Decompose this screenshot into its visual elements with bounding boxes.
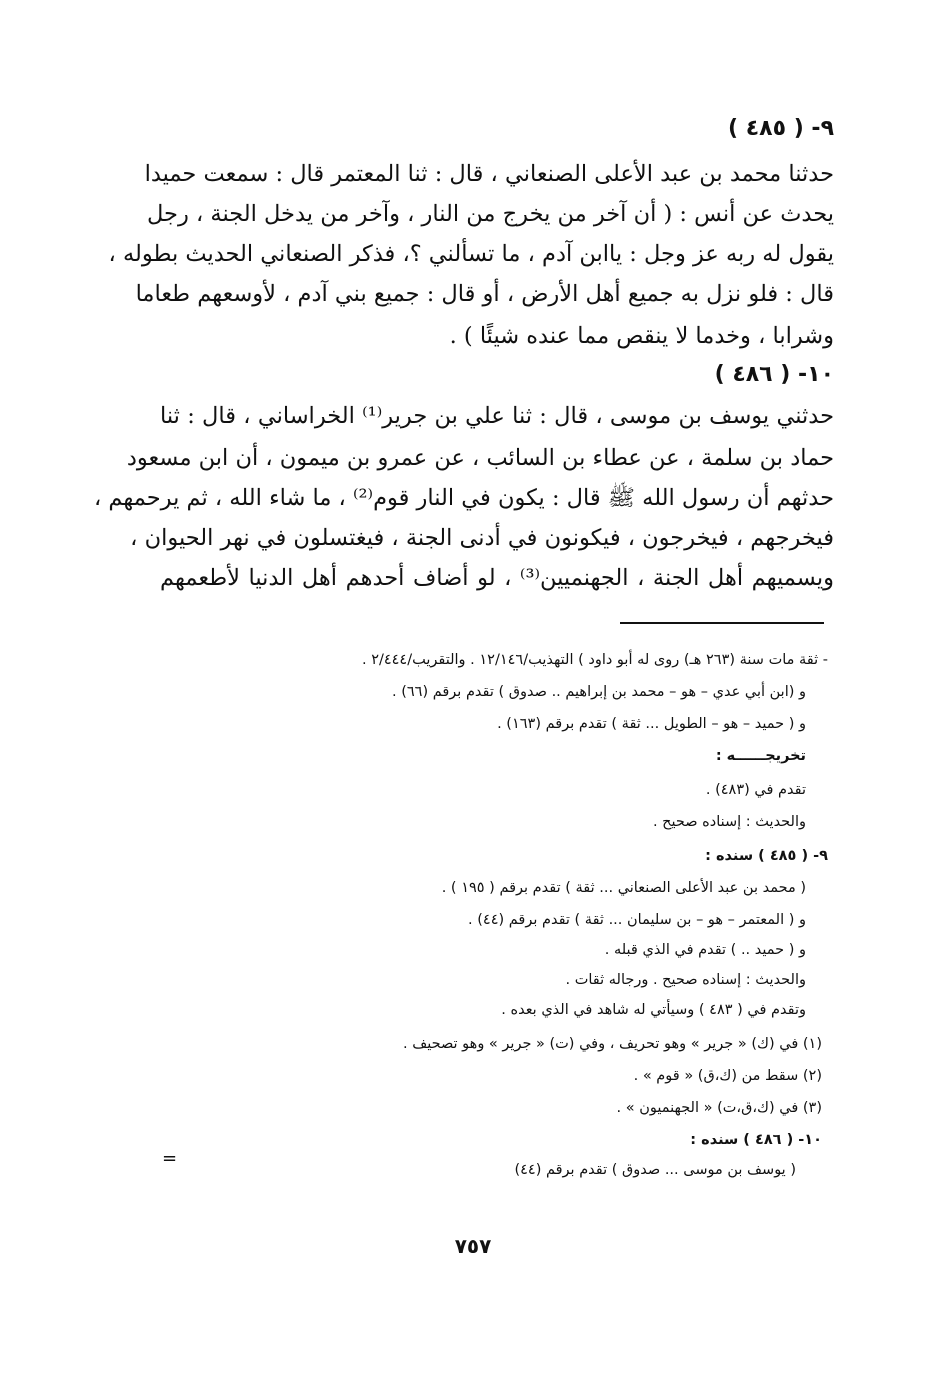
hadith-10-line-1: حدثني يوسف بن موسى ، قال : ثنا علي بن جرير⁽¹⁾ الخراساني ، قال : ثنا [160,403,835,429]
footnote-line-5: تقدم في (٤٨٣) . [705,782,806,798]
footnote-line-1: - ثقة مات سنة (٢٦٣ هـ) روى له أبو داود ) التهذيب/١٢/١٤٦ . والتقريب/٢/٤٤٤ . [361,652,828,668]
hadith-9-line-2: يحدث عن أنس : ( أن آخر من يخرج من النار ، وآخر من يدخل الجنة ، رجل [147,201,834,227]
hadith-10-line-5: ويسميهم أهل الجنة ، الجهنميين⁽³⁾ ، لو أضاف أحدهم أهل الدنيا لأطعمهم [160,565,834,591]
hadith-10-line-4: فيخرجهم ، فيخرجون ، فيكونون في أدنى الجنة ، فيغتسلون في نهر الحيوان ، [130,525,834,551]
hadith-10-line-3: حدثهم أن رسول الله ﷺ قال : يكون في النار قوم⁽²⁾ ، ما شاء الله ، ثم يرحمهم ، [93,485,834,511]
footnote-line-10: و ( حميد .. ) تقدم في الذي قبله . [604,942,806,958]
footnote-line-17: ( يوسف بن موسى ... صدوق ) تقدم برقم (٤٤) [514,1162,796,1178]
hadith-9-line-4: قال : فلو نزل به جميع أهل الأرض ، أو قال : جميع بني آدم ، لأوسعهم طعاما [135,281,834,307]
footnote-3: (٣) في (ك،ق،ت) « الجهنميون » . [616,1100,822,1116]
sanad-heading-485: ٩- ( ٤٨٥ ) سنده : [705,848,828,864]
hadith-10-line-2: حماد بن سلمة ، عن عطاء بن السائب ، عن عمرو بن ميمون ، أن ابن مسعود [126,445,834,471]
sanad-heading-486: ١٠- ( ٤٨٦ ) سنده : [690,1132,822,1148]
page-number: ٧٥٧ [454,1234,492,1258]
footnote-2: (٢) سقط من (ك،ق) « قوم » . [633,1068,822,1084]
hadith-9-line-5: وشرابا ، وخدما لا ينقص مما عنده شيئًا ) . [449,323,834,349]
footnote-line-11: والحديث : إسناده صحيح . ورجاله ثقات . [565,972,806,988]
footnote-separator [620,622,824,624]
footnote-line-8: ( محمد بن عبد الأعلى الصنعاني ... ثقة ) تقدم برقم ( ١٩٥ ) . [441,880,806,896]
footnote-line-12: وتقدم في ( ٤٨٣ ) وسيأتي له شاهد في الذي بعده . [501,1002,806,1018]
hadith-9-line-1: حدثنا محمد بن عبد الأعلى الصنعاني ، قال : ثنا المعتمر قال : سمعت حميدا [144,161,834,187]
hadith-10-heading: ١٠- ( ٤٨٦ ) [714,362,834,387]
footnote-1: (١) في (ك) « جرير » وهو تحريف ، وفي (ت) « جرير » وهو تصحيف . [403,1036,822,1052]
takhrij-heading: تخريجــــــه : [715,748,806,764]
footnote-line-3: و ( حميد – هو – الطويل ... ثقة ) تقدم برقم (١٦٣) . [497,716,806,732]
hadith-9-heading: ٩- ( ٤٨٥ ) [728,116,834,141]
footnote-line-9: و ( المعتمر – هو – بن سليمان ... ثقة ) تقدم برقم (٤٤) . [468,912,806,928]
footnote-line-2: و (ابن أبي عدي – هو – محمد بن إبراهيم .. صدوق ) تقدم برقم (٦٦) . [391,684,806,700]
continuation-mark: = [162,1148,178,1169]
hadith-9-line-3: يقول له ربه عز وجل : ياابن آدم ، ما تسألني ؟، فذكر الصنعاني الحديث بطوله ، [108,241,834,267]
footnote-line-6: والحديث : إسناده صحيح . [652,814,806,830]
